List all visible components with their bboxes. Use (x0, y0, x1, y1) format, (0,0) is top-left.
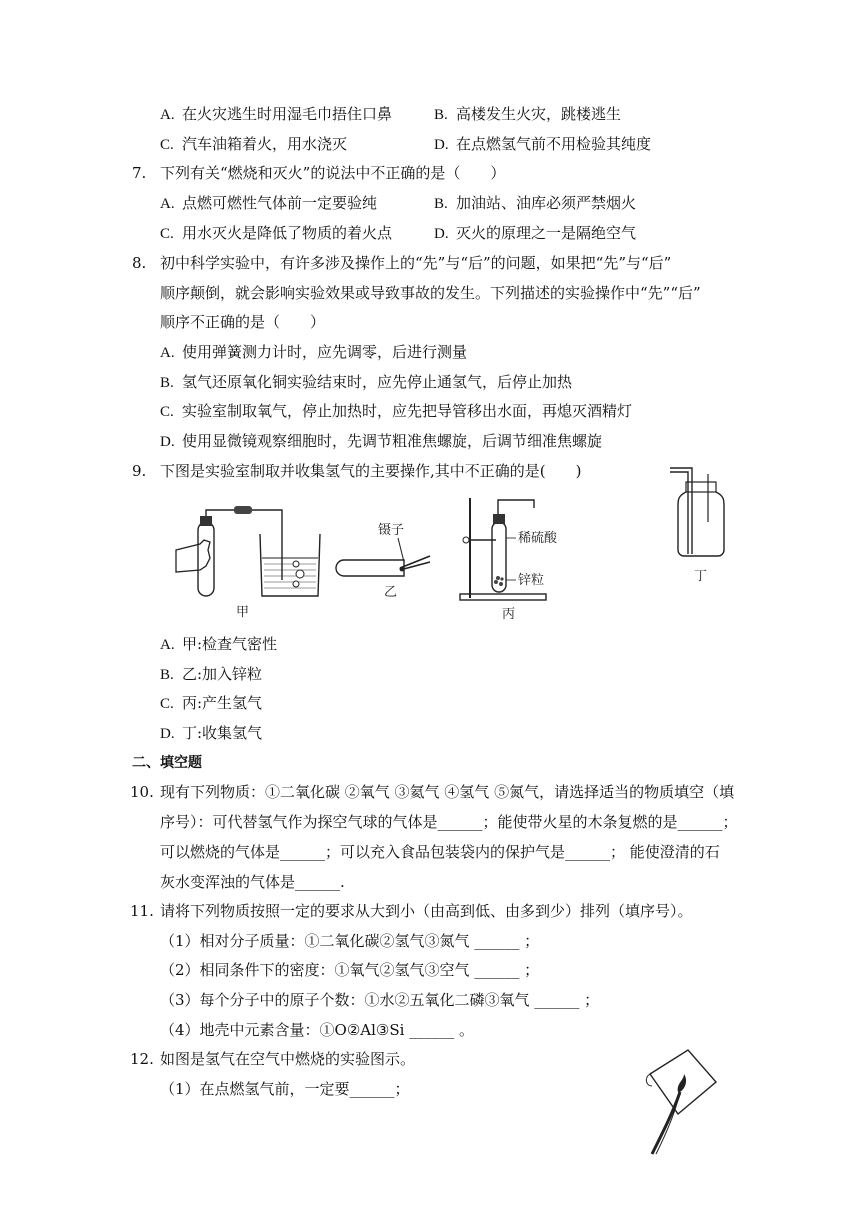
q10-line2: 序号）：可代替氢气作为探空气球的气体是______；能使带火星的木条复燃的是______； (160, 813, 738, 831)
q7-option-d (434, 223, 636, 244)
figure-jia-airtightness (170, 500, 330, 620)
option-text: 灭火的原理之一是隔绝空气 (456, 224, 637, 242)
option-letter: A. (160, 107, 175, 123)
option-letter: B. (434, 196, 448, 212)
q11-number: 11. (130, 902, 154, 920)
q7-stem: 下列有关“燃烧和灭火”的说法中不正确的是（ ） (160, 164, 506, 182)
option-text: 用水灭火是降低了物质的着火点 (182, 224, 393, 242)
q12-part1: （1）在点燃氢气前，一定要______； (160, 1080, 410, 1098)
option-text: 汽车油箱着火，用水浇灭 (182, 135, 348, 153)
option-letter: A. (160, 196, 175, 212)
q8-option-d (160, 431, 602, 452)
label-xiliusuan: 稀硫酸 (518, 531, 558, 546)
q10-number: 10. (130, 783, 154, 801)
option-letter: D. (434, 226, 449, 242)
option-letter: D. (160, 434, 175, 450)
option-letter: B. (434, 107, 448, 123)
q7-option-c (160, 223, 392, 244)
q7-number: 7. (132, 164, 147, 182)
label-xinli: 锌粒 (518, 573, 545, 588)
q6-option-b (434, 104, 621, 125)
q6-option-c (160, 134, 347, 155)
q10-line4: 灰水变浑浊的气体是______. (160, 873, 345, 891)
option-text: 点燃可燃性气体前一定要验纯 (182, 194, 378, 212)
option-text: 丁:收集氢气 (182, 724, 263, 742)
q11-part2: （2）相同条件下的密度：①氧气②氢气③空气 ______ ； (160, 961, 540, 979)
option-letter: C. (160, 137, 174, 153)
q11-part4: （4）地壳中元素含量：①O②Al③Si ______ 。 (160, 1021, 474, 1039)
q9-option-c (160, 693, 262, 714)
q8-stem-line3: 顺序不正确的是（ ） (160, 313, 326, 331)
q11-part1: （1）相对分子质量：①二氧化碳②氢气③氮气 ______ ； (160, 932, 540, 950)
option-text: 乙:加入锌粒 (182, 665, 263, 683)
option-text: 丙:产生氢气 (182, 694, 263, 712)
option-text: 高楼发生火灾，跳楼逃生 (456, 105, 622, 123)
option-text: 在火灾逃生时用湿毛巾捂住口鼻 (182, 105, 393, 123)
option-text: 实验室制取氧气，停止加热时，应先把导管移出水面，再熄灭酒精灯 (182, 402, 633, 420)
option-text: 使用显微镜观察细胞时，先调节粗准焦螺旋，后调节细准焦螺旋 (182, 432, 603, 450)
q11-stem: 请将下列物质按照一定的要求从大到小（由高到低、由多到少）排列（填序号）。 (160, 902, 693, 920)
option-letter: C. (160, 226, 174, 242)
option-letter: C. (160, 404, 174, 420)
q8-option-a (160, 342, 467, 363)
q11-part3: （3）每个分子中的原子个数：①水②五氧化二磷③氧气 ______ ； (160, 991, 600, 1009)
option-letter: B. (160, 667, 174, 683)
option-text: 氢气还原氧化铜实验结束时，应先停止通氢气，后停止加热 (182, 373, 573, 391)
option-letter: C. (160, 696, 174, 712)
option-text: 加油站、油库必须严禁烟火 (456, 194, 637, 212)
q6-option-a (160, 104, 392, 125)
q8-number: 8. (132, 254, 147, 272)
figure-label-jia: 甲 (236, 605, 250, 620)
q7-option-a (160, 193, 377, 214)
figure-hydrogen-burning (640, 1046, 730, 1162)
option-letter: D. (160, 726, 175, 742)
figure-label-ding: 丁 (694, 569, 708, 584)
q9-number: 9. (132, 462, 147, 480)
q6-option-d (434, 134, 651, 155)
option-letter: D. (434, 137, 449, 153)
option-letter: A. (160, 345, 175, 361)
figure-label-bing: 丙 (502, 607, 516, 622)
option-text: 在点燃氢气前不用检验其纯度 (456, 135, 652, 153)
label-niezi: 镊子 (378, 523, 405, 538)
figure-label-yi: 乙 (384, 585, 398, 600)
q8-stem-line2: 顺序颠倒，就会影响实验效果或导致事故的发生。下列描述的实验操作中“先”“后” (160, 284, 701, 302)
figure-bing-produce-hydrogen (456, 494, 586, 622)
figure-ding-collect-hydrogen (664, 462, 744, 586)
q9-stem: 下图是实验室制取并收集氢气的主要操作,其中不正确的是( ) (160, 462, 582, 480)
option-text: 使用弹簧测力计时，应先调零，后进行测量 (182, 343, 468, 361)
q12-stem: 如图是氢气在空气中燃烧的实验图示。 (160, 1050, 416, 1068)
q8-option-c (160, 401, 632, 422)
section-heading: 二、填空题 (132, 755, 202, 771)
q8-stem-line1: 初中科学实验中，有许多涉及操作上的“先”与“后”的问题，如果把“先”与“后” (160, 254, 672, 272)
option-letter: A. (160, 637, 175, 653)
q7-option-b (434, 193, 636, 214)
figure-yi-add-zinc (334, 520, 444, 600)
option-text: 甲:检查气密性 (182, 635, 278, 653)
hand-icon (176, 540, 210, 572)
q9-option-d (160, 723, 262, 744)
q8-option-b (160, 372, 572, 393)
option-letter: B. (160, 375, 174, 391)
q9-option-b (160, 664, 262, 685)
q12-number: 12. (130, 1050, 154, 1068)
q10-line3: 可以燃烧的气体是______；可以充入食品包装袋内的保护气是______； 能使澄清的石 (160, 843, 720, 861)
q10-line1: 现有下列物质：①二氧化碳 ②氧气 ③氦气 ④氢气 ⑤氮气，请选择适当的物质填空（填 (160, 783, 735, 801)
q9-option-a (160, 634, 277, 655)
